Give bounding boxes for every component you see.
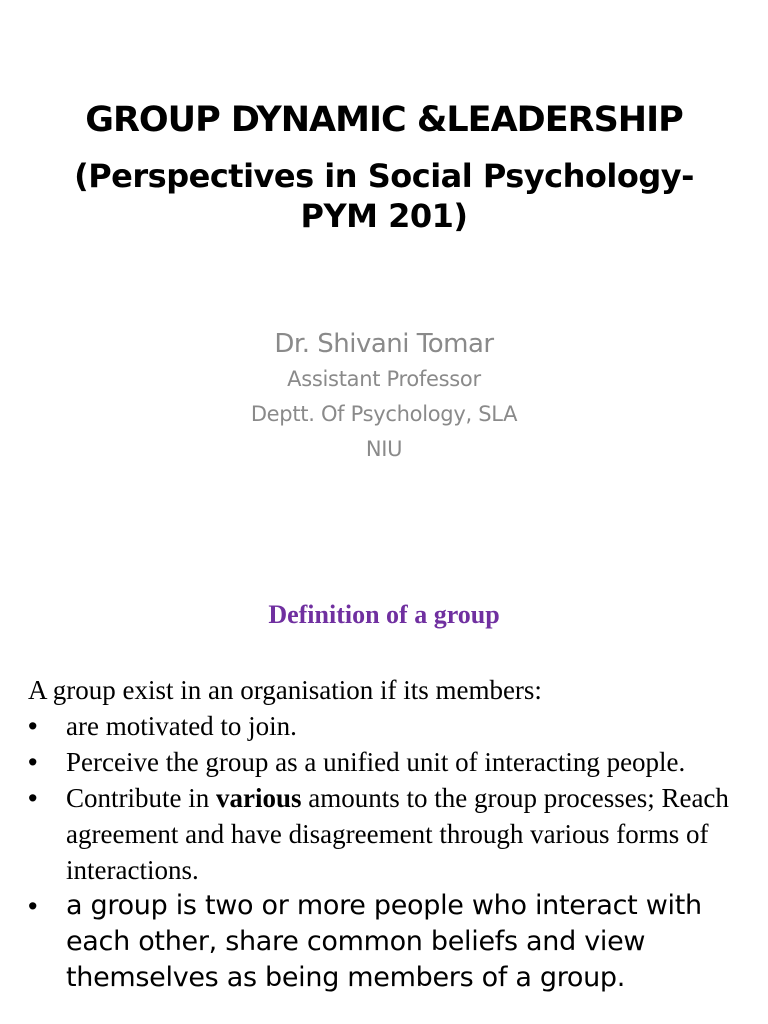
slide-title: GROUP DYNAMIC &LEADERSHIP <box>85 100 683 140</box>
bullet-marker: • <box>28 747 38 777</box>
list-item <box>28 708 758 744</box>
presenter-name: Dr. Shivani Tomar <box>274 329 494 359</box>
bullet-text: a group is two or more people who interact with each other, share common beliefs and view themselves as being members of a group. <box>66 890 702 993</box>
bullet-text-post: amounts to the group processes; Reach agreement and have disagreement through various forms of interactions. <box>66 783 729 885</box>
definition-slide <box>0 560 768 1024</box>
definition-heading: Definition of a group <box>268 600 500 629</box>
list-item <box>28 744 758 780</box>
bullet-text-pre: Contribute in <box>66 783 216 813</box>
subtitle-line-1: (Perspectives in Social Psychology- <box>74 157 694 195</box>
bullet-marker: • <box>28 783 38 813</box>
bullet-text: Perceive the group as a unified unit of interacting people. <box>66 747 686 777</box>
subtitle-line-2: PYM 201) <box>300 197 468 235</box>
list-item <box>28 888 758 996</box>
bullet-text-bold: various <box>216 783 302 813</box>
presenter-institution: NIU <box>365 437 403 461</box>
presenter-position: Assistant Professor <box>287 367 481 391</box>
bullet-marker: • <box>28 891 38 921</box>
bullet-marker: • <box>28 711 38 741</box>
presenter-info <box>0 326 768 467</box>
definition-bullet-list <box>28 708 758 996</box>
slide-subtitle <box>0 156 768 236</box>
list-item <box>28 780 758 888</box>
bullet-text: are motivated to join. <box>66 711 297 741</box>
presenter-department: Deptt. Of Psychology, SLA <box>250 402 518 426</box>
definition-intro: A group exist in an organisation if its members: <box>28 675 542 705</box>
